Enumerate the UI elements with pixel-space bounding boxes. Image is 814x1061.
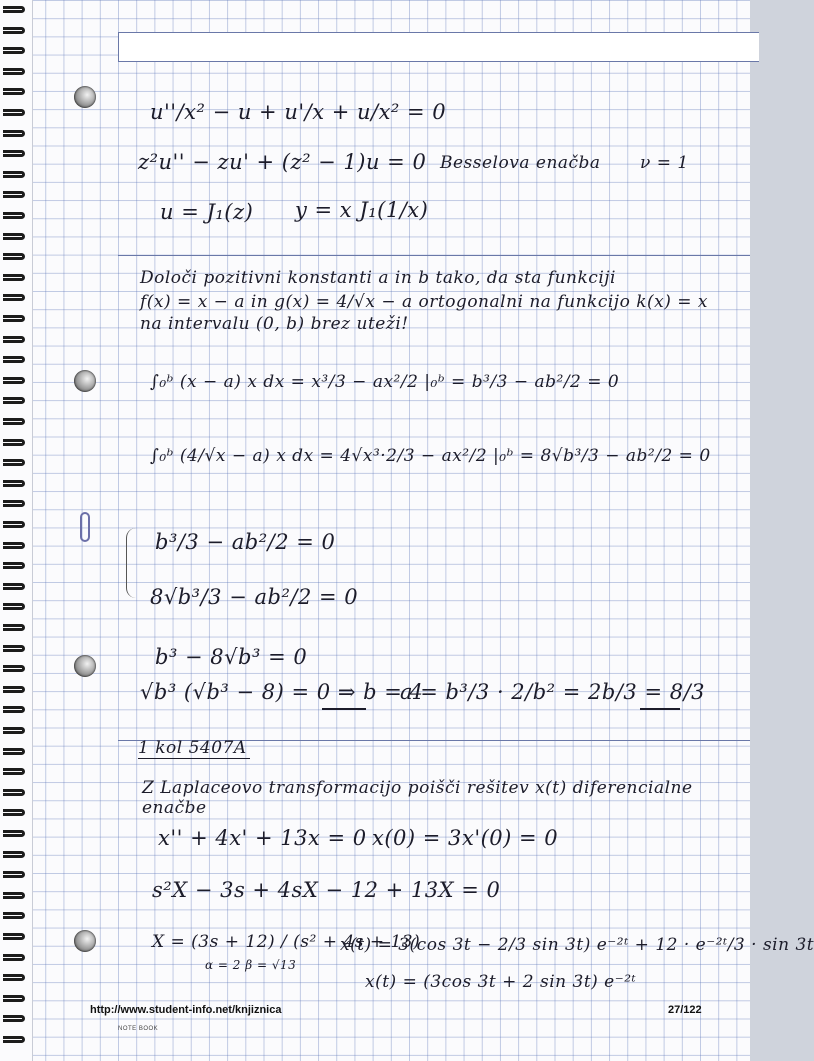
coil-ring (3, 191, 25, 198)
transform-x: X = (3s + 12) / (s² + 4s + 13) (152, 932, 421, 952)
laplace-task-1: Z Laplaceovo transformacijo poišči rešitev x(t) diferencialne (142, 778, 693, 798)
coil-ring (3, 974, 25, 981)
punch-hole-middle (74, 370, 96, 392)
coil-ring (3, 1015, 25, 1022)
coil-ring (3, 356, 25, 363)
coil-ring (3, 665, 25, 672)
coil-ring (3, 727, 25, 734)
task-text-2: f(x) = x − a in g(x) = 4/√x − a ortogonalni na funkcijo k(x) = x (140, 292, 708, 312)
laplace-eq: s²X − 3s + 4sX − 12 + 13X = 0 (152, 878, 501, 902)
coil-ring (3, 809, 25, 816)
brand-mark: NOTE BOOK (118, 1026, 159, 1032)
exam-underline (138, 758, 250, 759)
a-underline (640, 708, 680, 710)
coil-ring (3, 892, 25, 899)
coil-ring (3, 500, 25, 507)
exam-label: 1 kol 5407A (138, 738, 247, 758)
punch-hole-bottom (74, 930, 96, 952)
coil-ring (3, 624, 25, 631)
coil-ring (3, 1036, 25, 1043)
nu-value: ν = 1 (640, 153, 689, 173)
coil-ring (3, 789, 25, 796)
coil-ring (3, 933, 25, 940)
coil-ring (3, 27, 25, 34)
solution-2: x(t) = (3cos 3t + 2 sin 3t) e⁻²ᵗ (365, 972, 637, 992)
coil-ring (3, 439, 25, 446)
system-eq-2: 8√b³/3 − ab²/2 = 0 (150, 585, 359, 609)
coil-ring (3, 397, 25, 404)
coil-ring (3, 830, 25, 837)
coil-ring (3, 109, 25, 116)
bessel-label: Besselova enačba (440, 153, 601, 173)
coil-ring (3, 851, 25, 858)
eq-a-solution: a = b³/3 · 2/b² = 2b/3 = 8/3 (400, 680, 706, 704)
coil-ring (3, 686, 25, 693)
footer-url[interactable]: http://www.student-info.net/knjiznica (90, 1004, 282, 1016)
equation-line-1: u''/x² − u + u'/x + u/x² = 0 (150, 100, 447, 124)
ode: x'' + 4x' + 13x = 0 (158, 826, 367, 850)
initial-cond-2: x'(0) = 0 (462, 826, 559, 850)
coil-ring (3, 47, 25, 54)
coil-ring (3, 150, 25, 157)
equation-line-2: z²u'' − zu' + (z² − 1)u = 0 (138, 150, 427, 174)
coil-ring (3, 212, 25, 219)
coil-ring (3, 954, 25, 961)
coil-ring (3, 768, 25, 775)
task-text-1: Določi pozitivni konstanti a in b tako, da sta funkciji (140, 268, 616, 288)
coil-ring (3, 706, 25, 713)
coil-ring (3, 315, 25, 322)
eq-b-cubic: b³ − 8√b³ = 0 (155, 645, 308, 669)
coil-ring (3, 562, 25, 569)
initial-cond-1: x(0) = 3 (372, 826, 462, 850)
laplace-task-2: enačbe (142, 798, 207, 818)
coil-ring (3, 583, 25, 590)
punch-hole-top (74, 86, 96, 108)
integral-line-2: ∫₀ᵇ (4/√x − a) x dx = 4√x³·2/3 − ax²/2 |₀ᵇ = 8√b³/3 − ab²/2 = 0 (150, 446, 711, 466)
spiral-binding (0, 0, 33, 1061)
coil-ring (3, 480, 25, 487)
coil-ring (3, 336, 25, 343)
alpha-beta-note: α = 2 β = √13 (205, 958, 297, 972)
coil-ring (3, 253, 25, 260)
coil-ring (3, 377, 25, 384)
header-box (118, 32, 759, 62)
solution-1: x(t) = 3(cos 3t − 2/3 sin 3t) e⁻²ᵗ + 12 · e⁻²ᵗ/3 · sin 3t (340, 935, 814, 955)
coil-ring (3, 130, 25, 137)
paperclip-icon (80, 512, 90, 542)
integral-line-1: ∫₀ᵇ (x − a) x dx = x³/3 − ax²/2 |₀ᵇ = b³/3 − ab²/2 = 0 (150, 372, 620, 392)
coil-ring (3, 871, 25, 878)
coil-ring (3, 233, 25, 240)
coil-ring (3, 995, 25, 1002)
coil-ring (3, 912, 25, 919)
system-bracket (126, 528, 141, 598)
coil-ring (3, 294, 25, 301)
system-eq-1: b³/3 − ab²/2 = 0 (155, 530, 336, 554)
eq-b-solution: √b³ (√b³ − 8) = 0 ⇒ b = 4 (140, 680, 424, 704)
equation-y: y = x J₁(1/x) (295, 198, 429, 222)
coil-ring (3, 542, 25, 549)
coil-ring (3, 459, 25, 466)
task-text-3: na intervalu (0, b) brez uteži! (140, 314, 409, 334)
coil-ring (3, 521, 25, 528)
punch-hole-lower (74, 655, 96, 677)
coil-ring (3, 171, 25, 178)
section-divider-1 (118, 255, 750, 256)
coil-ring (3, 68, 25, 75)
page-number: 27/122 (668, 1004, 702, 1016)
b-underline (322, 708, 366, 710)
coil-ring (3, 274, 25, 281)
coil-ring (3, 748, 25, 755)
coil-ring (3, 6, 25, 13)
coil-ring (3, 645, 25, 652)
coil-ring (3, 88, 25, 95)
coil-ring (3, 603, 25, 610)
equation-u: u = J₁(z) (160, 200, 254, 224)
coil-ring (3, 418, 25, 425)
